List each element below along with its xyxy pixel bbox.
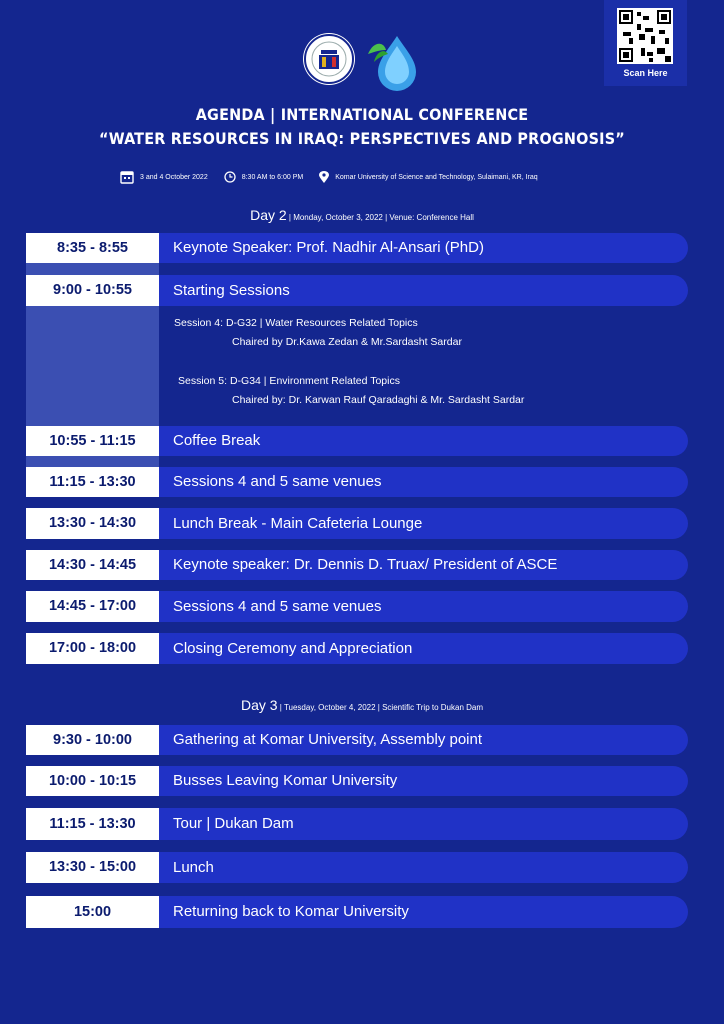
event-info	[120, 170, 554, 184]
row-text: Starting Sessions	[159, 275, 688, 306]
agenda-row	[26, 766, 688, 796]
university-seal-logo	[303, 33, 355, 85]
row-time: 17:00 - 18:00	[26, 633, 159, 664]
day2-label: Day 2	[250, 207, 287, 223]
session5-chairs: Chaired by: Dr. Karwan Rauf Qaradaghi & Mr. Sardasht Sardar	[232, 394, 525, 406]
row-gap	[26, 263, 159, 275]
agenda-row	[26, 725, 688, 755]
day2-header	[0, 207, 724, 223]
session5-title: Session 5: D-G34 | Environment Related Topics	[178, 375, 400, 387]
row-gap	[26, 456, 159, 467]
day3-label: Day 3	[240, 697, 278, 713]
event-location: Komar University of Science and Technology, Sulaimani, KR, Iraq	[335, 173, 538, 181]
row-text: Keynote Speaker: Prof. Nadhir Al-Ansari (PhD)	[159, 233, 688, 263]
conference-title: “WATER RESOURCES IN IRAQ: PERSPECTIVES AND PROGNOSIS”	[99, 129, 625, 148]
row-text: Lunch	[159, 852, 688, 883]
row-text: Returning back to Komar University	[159, 896, 688, 928]
row-time: 14:45 - 17:00	[26, 591, 159, 622]
agenda-row	[26, 233, 688, 263]
agenda-row	[26, 426, 688, 456]
agenda-row	[26, 591, 688, 622]
row-text: Busses Leaving Komar University	[159, 766, 688, 796]
location-pin-icon	[319, 171, 329, 184]
agenda-row	[26, 275, 688, 306]
row-time: 14:30 - 14:45	[26, 550, 159, 580]
water-drop-logo	[364, 32, 422, 92]
day3-header	[0, 697, 724, 713]
row-time: 10:55 - 11:15	[26, 426, 159, 456]
row-text: Tour | Dukan Dam	[159, 808, 688, 840]
session4-title: Session 4: D-G32 | Water Resources Related Topics	[174, 317, 418, 329]
row-text: Closing Ceremony and Appreciation	[159, 633, 688, 664]
row-time: 9:00 - 10:55	[26, 275, 159, 306]
row-text: Sessions 4 and 5 same venues	[159, 591, 688, 622]
agenda-row	[26, 550, 688, 580]
row-text: Gathering at Komar University, Assembly point	[159, 725, 688, 755]
row-time: 8:35 - 8:55	[26, 233, 159, 263]
row-time: 15:00	[26, 896, 159, 928]
event-hours: 8:30 AM to 6:00 PM	[241, 173, 304, 181]
agenda-row	[26, 896, 688, 928]
agenda-row	[26, 852, 688, 883]
clock-icon	[224, 171, 236, 183]
row-time: 13:30 - 14:30	[26, 508, 159, 539]
row-time: 10:00 - 10:15	[26, 766, 159, 796]
agenda-title: AGENDA | INTERNATIONAL CONFERENCE	[195, 105, 529, 124]
qr-label: Scan Here	[623, 68, 668, 78]
day3-details: | Tuesday, October 4, 2022 | Scientific Trip to Dukan Dam	[277, 703, 483, 712]
sessions-time-block	[26, 306, 159, 426]
qr-code-icon	[617, 8, 673, 64]
event-dates: 3 and 4 October 2022	[140, 173, 208, 181]
row-text: Lunch Break - Main Cafeteria Lounge	[159, 508, 688, 539]
calendar-icon	[120, 170, 134, 184]
logos	[300, 30, 424, 94]
row-text: Keynote speaker: Dr. Dennis D. Truax/ President of ASCE	[159, 550, 688, 580]
row-time: 9:30 - 10:00	[26, 725, 159, 755]
day2-details: | Monday, October 3, 2022 | Venue: Conference Hall	[286, 213, 474, 222]
agenda-row	[26, 633, 688, 664]
agenda-row	[26, 467, 688, 497]
row-time: 13:30 - 15:00	[26, 852, 159, 883]
row-time: 11:15 - 13:30	[26, 467, 159, 497]
row-text: Coffee Break	[159, 426, 688, 456]
session4-chairs: Chaired by Dr.Kawa Zedan & Mr.Sardasht Sardar	[232, 336, 462, 348]
agenda-row	[26, 508, 688, 539]
qr-code-box	[604, 0, 687, 86]
row-text: Sessions 4 and 5 same venues	[159, 467, 688, 497]
agenda-row	[26, 808, 688, 840]
row-time: 11:15 - 13:30	[26, 808, 159, 840]
